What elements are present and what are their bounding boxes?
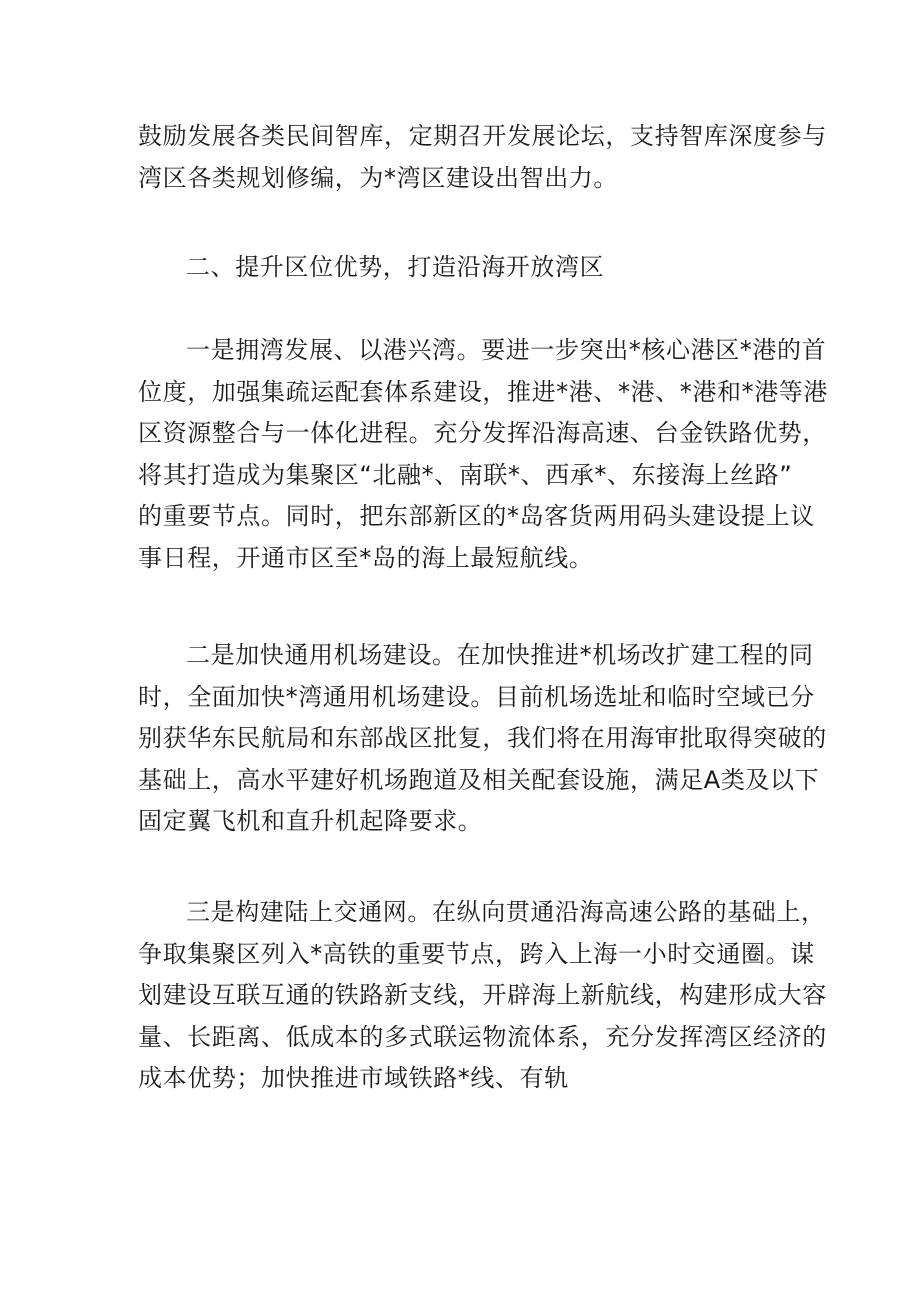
- text-line: 时，全面加快*湾通用机场建设。目前机场选址和临时空域已分: [138, 682, 815, 711]
- paragraph-think-tank: [138, 116, 827, 199]
- text-line: 位度，加强集疏运配套体系建设，推进*港、*港、*港和*港等港: [138, 377, 828, 406]
- text-line: 区资源整合与一体化进程。充分发挥沿海高速、台金铁路优势，: [138, 419, 827, 448]
- text-line: 二是加快通用机场建设。在加快推进*机场改扩建工程的同: [186, 641, 814, 669]
- section-heading-text: 二、提升区位优势，打造沿海开放湾区: [186, 253, 605, 281]
- section-heading: [138, 247, 798, 289]
- paragraph-port-development: [138, 330, 828, 580]
- text-line: 争取集聚区列入*高铁的重要节点，跨入上海一小时交通圈。谋: [138, 939, 815, 968]
- text-line: 成本优势；加快推进市域铁路*线、有轨: [138, 1064, 569, 1093]
- text-line: 鼓励发展各类民间智库，定期召开发展论坛，支持智库深度参与: [138, 122, 827, 150]
- text-line: 划建设互联互通的铁路新支线，开辟海上新航线，构建形成大容: [138, 981, 827, 1010]
- text-line: 的重要节点。同时，把东部新区的*岛客货两用码头建设提上议: [138, 502, 815, 531]
- text-line: 量、长距离、低成本的多式联运物流体系，充分发挥湾区经济的: [138, 1022, 827, 1051]
- text-line: 一是拥湾发展、以港兴湾。要进一步突出*核心港区*港的首: [186, 336, 827, 364]
- text-line: 基础上，高水平建好机场跑道及相关配套设施，满足A类及以下: [138, 765, 820, 794]
- paragraph-land-transport: [138, 892, 827, 1100]
- text-line: 三是构建陆上交通网。在纵向贯通沿海高速公路的基础上，: [186, 898, 826, 926]
- text-line: 别获华东民航局和东部战区批复，我们将在用海审批取得突破的: [138, 724, 827, 753]
- text-line: 事日程，开通市区至*岛的海上最短航线。: [138, 543, 594, 572]
- text-line: 固定翼飞机和直升机起降要求。: [138, 807, 483, 836]
- text-line: 湾区各类规划修编，为*湾区建设出智出力。: [138, 163, 618, 192]
- text-line: 将其打造成为集聚区“北融*、南联*、西承*、东接海上丝路”: [138, 460, 793, 489]
- paragraph-airport-construction: [138, 635, 827, 843]
